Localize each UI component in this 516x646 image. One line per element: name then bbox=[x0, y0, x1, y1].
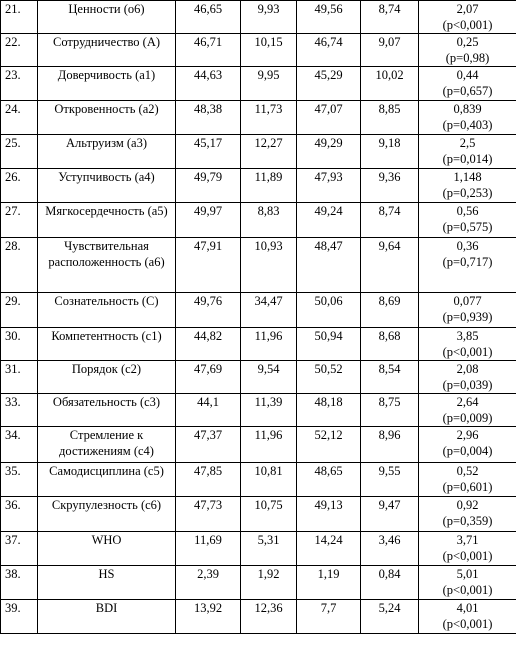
test-statistic: 0,44 bbox=[456, 68, 479, 82]
group2-sd: 8,74 bbox=[361, 203, 419, 238]
table-row bbox=[1, 293, 516, 328]
group2-sd: 9,18 bbox=[361, 135, 419, 169]
group2-mean: 48,18 bbox=[297, 394, 361, 427]
test-statistic: 3,71 bbox=[456, 533, 479, 547]
scale-name: Сотрудничество (А) bbox=[38, 34, 176, 67]
statistic-cell bbox=[419, 394, 516, 427]
group1-mean: 2,39 bbox=[176, 566, 241, 600]
test-statistic: 1,148 bbox=[453, 170, 482, 184]
group1-sd: 11,96 bbox=[241, 328, 297, 361]
scale-name: Самодисциплина (с5) bbox=[38, 463, 176, 497]
table-row bbox=[1, 203, 516, 238]
group1-mean: 46,71 bbox=[176, 34, 241, 67]
row-number: 34. bbox=[1, 427, 38, 463]
group2-mean: 49,29 bbox=[297, 135, 361, 169]
statistic-cell bbox=[419, 67, 516, 101]
table-row bbox=[1, 361, 516, 394]
group2-mean: 50,06 bbox=[297, 293, 361, 328]
scale-name: BDI bbox=[38, 600, 176, 634]
group1-mean: 44,63 bbox=[176, 67, 241, 101]
group2-sd: 8,69 bbox=[361, 293, 419, 328]
table-row bbox=[1, 67, 516, 101]
scale-name: Мягкосердечность (а5) bbox=[38, 203, 176, 238]
row-number: 28. bbox=[1, 238, 38, 293]
scale-name: HS bbox=[38, 566, 176, 600]
table-row bbox=[1, 238, 516, 293]
group2-sd: 10,02 bbox=[361, 67, 419, 101]
group1-mean: 48,38 bbox=[176, 101, 241, 135]
p-value: (p<0,001) bbox=[442, 549, 493, 563]
table-row bbox=[1, 600, 516, 634]
table-row bbox=[1, 169, 516, 203]
statistic-cell bbox=[419, 566, 516, 600]
row-number: 24. bbox=[1, 101, 38, 135]
scale-name: Чувствительная расположенность (а6) bbox=[38, 238, 176, 293]
group1-sd: 12,36 bbox=[241, 600, 297, 634]
group2-sd: 9,47 bbox=[361, 497, 419, 532]
p-value: (p<0,001) bbox=[442, 18, 493, 32]
group1-sd: 12,27 bbox=[241, 135, 297, 169]
scale-name: Откровенность (а2) bbox=[38, 101, 176, 135]
table-row bbox=[1, 1, 516, 34]
test-statistic: 0,077 bbox=[453, 294, 482, 308]
group1-sd: 9,54 bbox=[241, 361, 297, 394]
group2-mean: 48,65 bbox=[297, 463, 361, 497]
group1-mean: 49,76 bbox=[176, 293, 241, 328]
scale-name: Обязательность (с3) bbox=[38, 394, 176, 427]
test-statistic: 0,92 bbox=[456, 498, 479, 512]
group1-sd: 5,31 bbox=[241, 532, 297, 566]
group2-mean: 14,24 bbox=[297, 532, 361, 566]
group2-mean: 47,93 bbox=[297, 169, 361, 203]
statistic-cell bbox=[419, 293, 516, 328]
test-statistic: 2,5 bbox=[459, 136, 476, 150]
group2-sd: 0,84 bbox=[361, 566, 419, 600]
test-statistic: 2,07 bbox=[456, 2, 479, 16]
row-number: 29. bbox=[1, 293, 38, 328]
statistic-cell bbox=[419, 169, 516, 203]
p-value: (p=0,004) bbox=[442, 444, 493, 458]
statistic-cell bbox=[419, 328, 516, 361]
group1-sd: 9,93 bbox=[241, 1, 297, 34]
row-number: 31. bbox=[1, 361, 38, 394]
test-statistic: 0,56 bbox=[456, 204, 479, 218]
group2-sd: 8,74 bbox=[361, 1, 419, 34]
row-number: 38. bbox=[1, 566, 38, 600]
scale-name: Сознательность (С) bbox=[38, 293, 176, 328]
group2-mean: 46,74 bbox=[297, 34, 361, 67]
group2-mean: 49,13 bbox=[297, 497, 361, 532]
group1-sd: 10,93 bbox=[241, 238, 297, 293]
scale-name: Компетентность (с1) bbox=[38, 328, 176, 361]
scale-name: Уступчивость (а4) bbox=[38, 169, 176, 203]
group2-sd: 9,36 bbox=[361, 169, 419, 203]
group2-mean: 48,47 bbox=[297, 238, 361, 293]
group1-mean: 47,91 bbox=[176, 238, 241, 293]
table-row bbox=[1, 328, 516, 361]
p-value: (p=0,359) bbox=[442, 514, 493, 528]
group2-mean: 45,29 bbox=[297, 67, 361, 101]
scale-name: Ценности (о6) bbox=[38, 1, 176, 34]
p-value: (p=0,575) bbox=[442, 220, 493, 234]
p-value: (p=0,601) bbox=[442, 480, 493, 494]
group1-sd: 11,39 bbox=[241, 394, 297, 427]
group1-mean: 47,73 bbox=[176, 497, 241, 532]
test-statistic: 2,64 bbox=[456, 395, 479, 409]
group2-mean: 50,94 bbox=[297, 328, 361, 361]
scale-name: Стремление к достижениям (с4) bbox=[38, 427, 176, 463]
group2-sd: 5,24 bbox=[361, 600, 419, 634]
statistic-cell bbox=[419, 427, 516, 463]
test-statistic: 2,96 bbox=[456, 428, 479, 442]
row-number: 27. bbox=[1, 203, 38, 238]
row-number: 30. bbox=[1, 328, 38, 361]
statistic-cell bbox=[419, 463, 516, 497]
group2-mean: 1,19 bbox=[297, 566, 361, 600]
p-value: (p=0,253) bbox=[442, 186, 493, 200]
group1-mean: 47,37 bbox=[176, 427, 241, 463]
test-statistic: 2,08 bbox=[456, 362, 479, 376]
test-statistic: 0,25 bbox=[456, 35, 479, 49]
table-row bbox=[1, 497, 516, 532]
p-value: (p<0,001) bbox=[442, 583, 493, 597]
p-value: (p=0,717) bbox=[442, 255, 493, 269]
row-number: 21. bbox=[1, 1, 38, 34]
test-statistic: 0,36 bbox=[456, 239, 479, 253]
row-number: 22. bbox=[1, 34, 38, 67]
group2-sd: 3,46 bbox=[361, 532, 419, 566]
group2-mean: 52,12 bbox=[297, 427, 361, 463]
scale-name: Доверчивость (а1) bbox=[38, 67, 176, 101]
group1-sd: 34,47 bbox=[241, 293, 297, 328]
test-statistic: 3,85 bbox=[456, 329, 479, 343]
group2-sd: 8,96 bbox=[361, 427, 419, 463]
row-number: 23. bbox=[1, 67, 38, 101]
table-row bbox=[1, 394, 516, 427]
group1-mean: 49,79 bbox=[176, 169, 241, 203]
test-statistic: 0,839 bbox=[453, 102, 482, 116]
group2-mean: 47,07 bbox=[297, 101, 361, 135]
row-number: 35. bbox=[1, 463, 38, 497]
group1-sd: 10,15 bbox=[241, 34, 297, 67]
group1-sd: 8,83 bbox=[241, 203, 297, 238]
statistic-cell bbox=[419, 101, 516, 135]
group2-sd: 9,64 bbox=[361, 238, 419, 293]
test-statistic: 5,01 bbox=[456, 567, 479, 581]
p-value: (p=0,98) bbox=[445, 51, 490, 65]
p-value: (p<0,001) bbox=[442, 617, 493, 631]
statistic-cell bbox=[419, 34, 516, 67]
group2-mean: 7,7 bbox=[297, 600, 361, 634]
test-statistic: 0,52 bbox=[456, 464, 479, 478]
group2-sd: 8,75 bbox=[361, 394, 419, 427]
group1-mean: 45,17 bbox=[176, 135, 241, 169]
group1-mean: 46,65 bbox=[176, 1, 241, 34]
scale-name: Альтруизм (а3) bbox=[38, 135, 176, 169]
table-row bbox=[1, 532, 516, 566]
statistic-cell bbox=[419, 361, 516, 394]
statistic-cell bbox=[419, 1, 516, 34]
row-number: 37. bbox=[1, 532, 38, 566]
row-number: 25. bbox=[1, 135, 38, 169]
scale-name: WHO bbox=[38, 532, 176, 566]
group2-sd: 9,07 bbox=[361, 34, 419, 67]
group1-sd: 11,96 bbox=[241, 427, 297, 463]
statistic-cell bbox=[419, 497, 516, 532]
table-row bbox=[1, 135, 516, 169]
group1-sd: 1,92 bbox=[241, 566, 297, 600]
group2-mean: 50,52 bbox=[297, 361, 361, 394]
row-number: 39. bbox=[1, 600, 38, 634]
p-value: (p=0,657) bbox=[442, 84, 493, 98]
group1-sd: 9,95 bbox=[241, 67, 297, 101]
table-row bbox=[1, 101, 516, 135]
scale-name: Порядок (с2) bbox=[38, 361, 176, 394]
statistic-cell bbox=[419, 532, 516, 566]
p-value: (p=0,403) bbox=[442, 118, 493, 132]
group1-sd: 11,89 bbox=[241, 169, 297, 203]
row-number: 26. bbox=[1, 169, 38, 203]
group1-sd: 10,81 bbox=[241, 463, 297, 497]
p-value: (p=0,009) bbox=[442, 411, 493, 425]
scale-name: Скрупулезность (с6) bbox=[38, 497, 176, 532]
group2-sd: 8,54 bbox=[361, 361, 419, 394]
group2-mean: 49,56 bbox=[297, 1, 361, 34]
p-value: (p=0,939) bbox=[442, 310, 493, 324]
group1-sd: 10,75 bbox=[241, 497, 297, 532]
statistic-cell bbox=[419, 135, 516, 169]
group1-mean: 44,1 bbox=[176, 394, 241, 427]
group1-mean: 47,69 bbox=[176, 361, 241, 394]
group1-sd: 11,73 bbox=[241, 101, 297, 135]
statistic-cell bbox=[419, 203, 516, 238]
table-body bbox=[1, 1, 516, 634]
table-row bbox=[1, 566, 516, 600]
table-row bbox=[1, 34, 516, 67]
statistic-cell bbox=[419, 600, 516, 634]
group2-sd: 8,85 bbox=[361, 101, 419, 135]
p-value: (p=0,014) bbox=[442, 152, 493, 166]
p-value: (p=0,039) bbox=[442, 378, 493, 392]
group2-sd: 9,55 bbox=[361, 463, 419, 497]
test-statistic: 4,01 bbox=[456, 601, 479, 615]
group2-mean: 49,24 bbox=[297, 203, 361, 238]
row-number: 33. bbox=[1, 394, 38, 427]
statistic-cell bbox=[419, 238, 516, 293]
group1-mean: 47,85 bbox=[176, 463, 241, 497]
table-row bbox=[1, 463, 516, 497]
group1-mean: 11,69 bbox=[176, 532, 241, 566]
table-row bbox=[1, 427, 516, 463]
p-value: (p<0,001) bbox=[442, 345, 493, 359]
group1-mean: 49,97 bbox=[176, 203, 241, 238]
group1-mean: 13,92 bbox=[176, 600, 241, 634]
row-number: 36. bbox=[1, 497, 38, 532]
group1-mean: 44,82 bbox=[176, 328, 241, 361]
group2-sd: 8,68 bbox=[361, 328, 419, 361]
